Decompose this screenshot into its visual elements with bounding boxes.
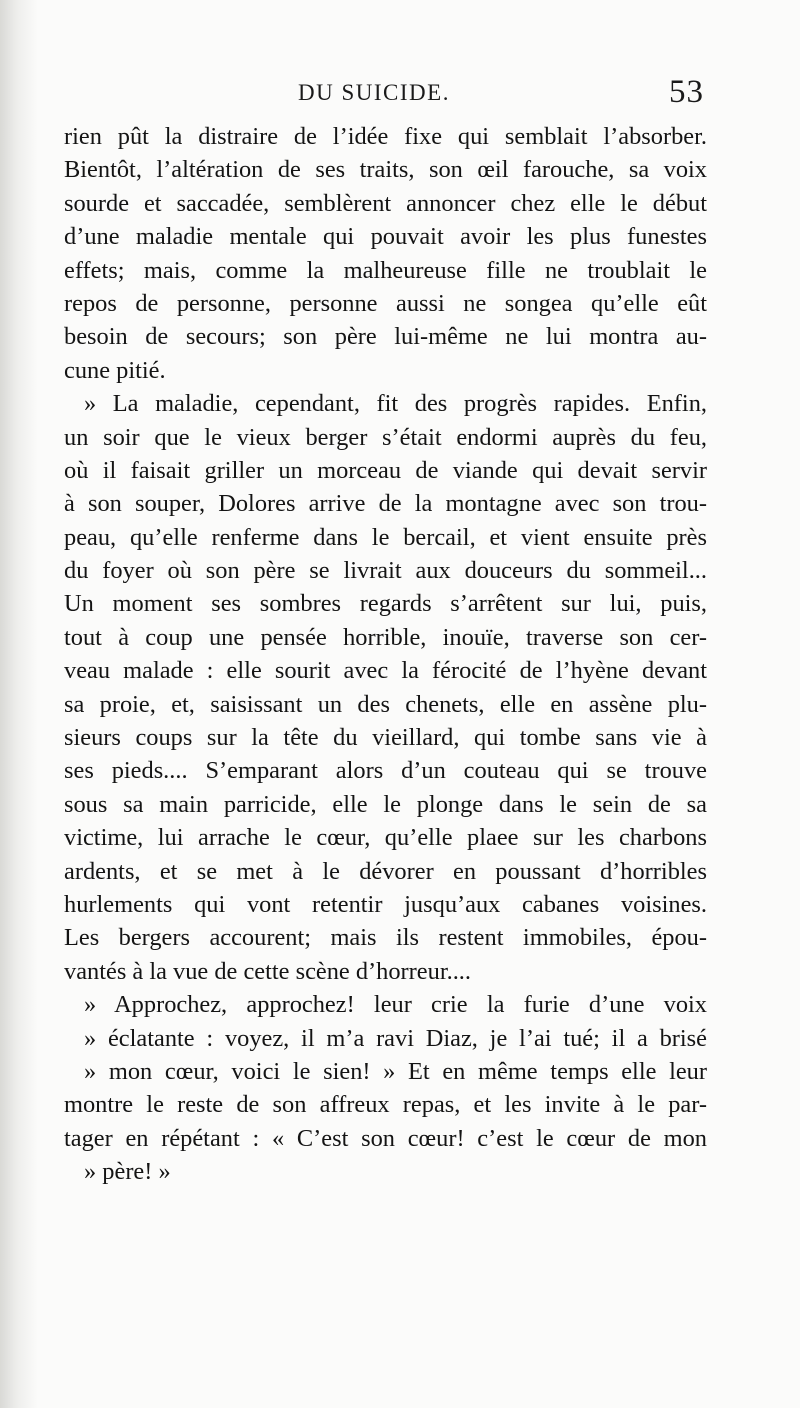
text-line: » père! » xyxy=(84,1158,171,1186)
text-line: Un moment ses sombres regards s’arrêtent sur lui, puis, xyxy=(64,590,707,618)
running-head xyxy=(0,74,800,114)
text-line: repos de personne, personne aussi ne songea qu’elle eût xyxy=(64,289,707,317)
text-line: vantés à la vue de cette scène d’horreur.... xyxy=(64,957,471,985)
text-line: effets; mais, comme la malheureuse fille ne troublait le xyxy=(64,256,707,284)
text-line: ses pieds.... S’emparant alors d’un couteau qui se trouve xyxy=(64,757,707,785)
text-line: veau malade : elle sourit avec la férocité de l’hyène devant xyxy=(64,657,707,685)
page-number: 53 xyxy=(669,74,704,110)
text-line: ardents, et se met à le dévorer en poussant d’horribles xyxy=(64,857,707,885)
text-line: besoin de secours; son père lui-même ne lui montra au- xyxy=(64,323,707,351)
text-line: cune pitié. xyxy=(64,356,166,384)
text-line: tager en répétant : « C’est son cœur! c’est le cœur de mon xyxy=(64,1124,707,1152)
text-line: » éclatante : voyez, il m’a ravi Diaz, je l’ai tué; il a brisé xyxy=(84,1024,707,1052)
text-line: victime, lui arrache le cœur, qu’elle plaee sur les charbons xyxy=(64,824,707,852)
text-line: » La maladie, cependant, fit des progrès rapides. Enfin, xyxy=(84,390,707,418)
text-line: sous sa main parricide, elle le plonge dans le sein de sa xyxy=(64,790,707,818)
text-line: du foyer où son père se livrait aux douceurs du sommeil... xyxy=(64,557,707,585)
text-line: montre le reste de son affreux repas, et les invite à le par- xyxy=(64,1091,707,1119)
text-line: sa proie, et, saisissant un des chenets, elle en assène plu- xyxy=(64,690,707,718)
text-line: » Approchez, approchez! leur crie la furie d’une voix xyxy=(84,991,707,1019)
text-line: Bientôt, l’altération de ses traits, son œil farouche, sa voix xyxy=(64,156,707,184)
running-title: DU SUICIDE. xyxy=(298,80,450,105)
text-line: sourde et saccadée, semblèrent annoncer chez elle le début xyxy=(64,189,707,217)
text-line: où il faisait griller un morceau de viande qui devait servir xyxy=(64,456,707,484)
text-line: un soir que le vieux berger s’était endormi auprès du feu, xyxy=(64,423,707,451)
body-text xyxy=(64,120,707,1189)
text-line: tout à coup une pensée horrible, inouïe, traverse son cer- xyxy=(64,623,707,651)
text-line: hurlements qui vont retentir jusqu’aux cabanes voisines. xyxy=(64,890,707,918)
text-line: Les bergers accourent; mais ils restent immobiles, épou- xyxy=(64,924,707,952)
text-line: rien pût la distraire de l’idée fixe qui semblait l’absorber. xyxy=(64,123,707,150)
text-line: à son souper, Dolores arrive de la montagne avec son trou- xyxy=(64,490,707,518)
text-line: sieurs coups sur la tête du vieillard, qui tombe sans vie à xyxy=(64,724,707,752)
text-line: d’une maladie mentale qui pouvait avoir les plus funestes xyxy=(64,223,707,251)
text-line: peau, qu’elle renferme dans le bercail, et vient ensuite près xyxy=(64,523,707,551)
text-line: » mon cœur, voici le sien! » Et en même temps elle leur xyxy=(84,1057,707,1085)
gutter-shadow xyxy=(0,0,38,1408)
